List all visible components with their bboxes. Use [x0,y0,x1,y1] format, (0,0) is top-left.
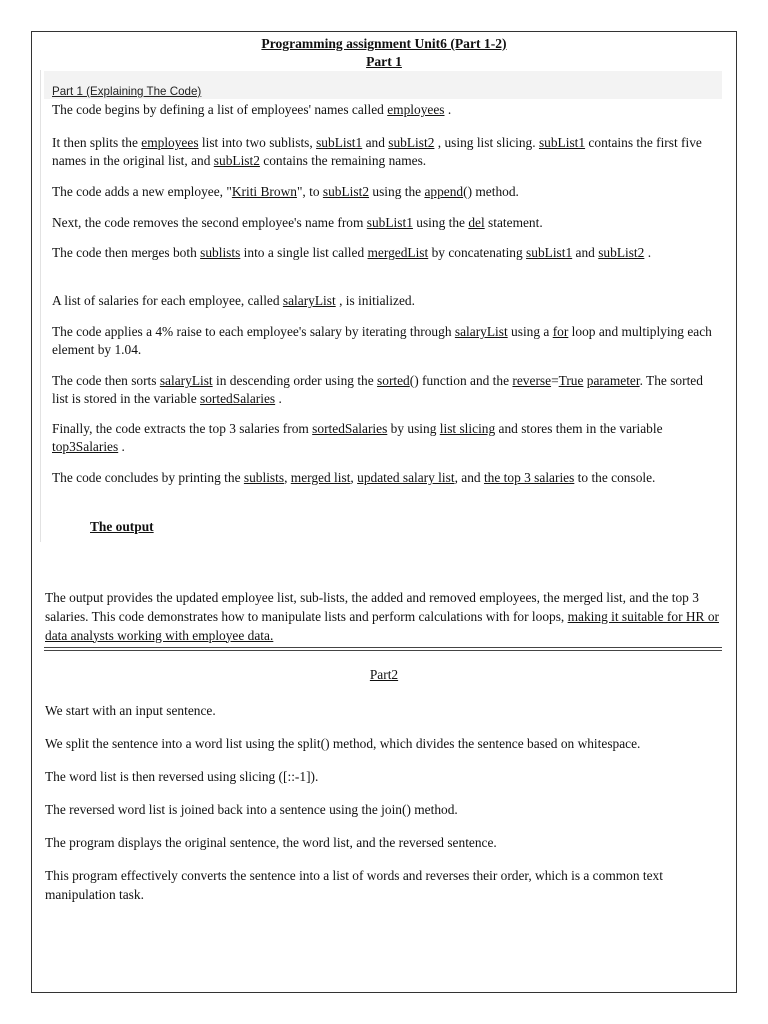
part2-item: We split the sentence into a word list using the split() method, which divides the sentence based on whitespace. [45,736,641,751]
paragraph-2: It then splits the employees list into two sublists, subList1 and subList2 , using list slicing. subList1 contains the first five names in the original list, and subList2 contains the remaining names. [52,135,702,168]
paragraph-6: A list of salaries for each employee, called salaryList , is initialized. [52,293,415,308]
output-heading: The output [90,519,154,534]
output-summary: The output provides the updated employee list, sub-lists, the added and removed employees, the merged list, and the top 3 salaries. This code demonstrates how to manipulate lists and perform calculations with for loops, making it suitable for HR or data analysts working with employee data. [45,590,719,643]
part2-item: The reversed word list is joined back into a sentence using the join() method. [45,802,458,817]
paragraph-5: The code then merges both sublists into a single list called mergedList by concatenating subList1 and subList2 . [52,245,652,260]
part2-item: The program displays the original sentence, the word list, and the reversed sentence. [45,835,497,850]
paragraph-8: The code then sorts salaryList in descending order using the sorted() function and the reverse=True parameter. The sorted list is stored in the variable sortedSalaries . [52,373,703,406]
paragraph-10: The code concludes by printing the sublists, merged list, updated salary list, and the top 3 salaries to the console. [52,470,656,485]
part1-title: Part 1 [366,54,402,69]
part2-item: This program effectively converts the sentence into a list of words and reverses their order, which is a common text manipulation task. [45,868,663,902]
part2-item: The word list is then reversed using slicing ([::-1]). [45,769,319,784]
paragraph-7: The code applies a 4% raise to each employee's salary by iterating through salaryList using a for loop and multiplying each element by 1.04. [52,324,712,357]
paragraph-3: The code adds a new employee, "Kriti Brown", to subList2 using the append() method. [52,184,519,199]
section-divider [44,647,722,651]
paragraph-9: Finally, the code extracts the top 3 salaries from sortedSalaries by using list slicing and stores them in the variable top3Salaries . [52,421,663,454]
part2-heading: Part2 [369,667,399,682]
paragraph-1: The code begins by defining a list of employees' names called employees . [52,102,452,117]
paragraph-4: Next, the code removes the second employee's name from subList1 using the del statement. [52,215,543,230]
part2-item: We start with an input sentence. [45,703,216,718]
document-title: Programming assignment Unit6 (Part 1-2) [261,36,507,51]
part1-heading: Part 1 (Explaining The Code) [52,85,202,98]
